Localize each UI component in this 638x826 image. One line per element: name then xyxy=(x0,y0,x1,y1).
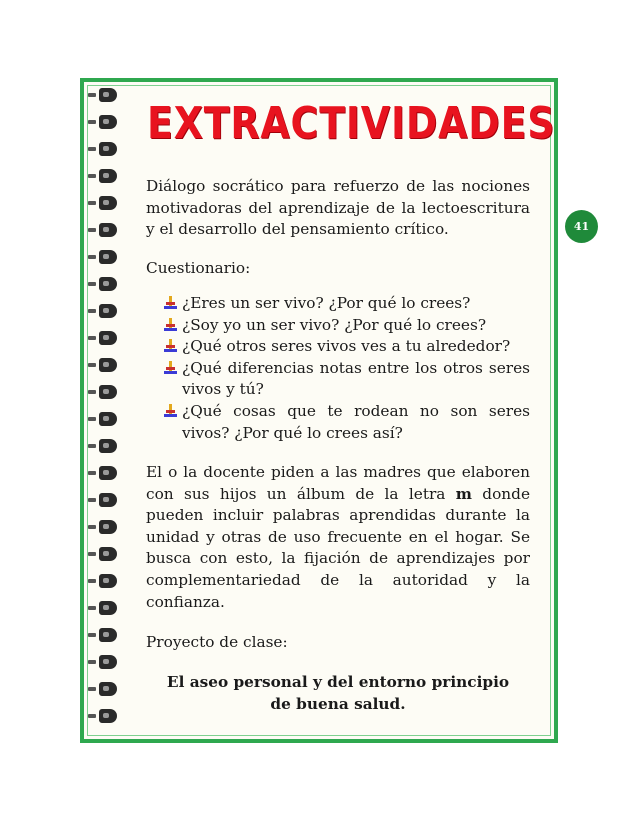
pin-bullet-icon xyxy=(164,361,177,375)
section-title: EXTRACTIVIDADES xyxy=(147,98,556,149)
pin-bullet-icon xyxy=(164,318,177,332)
question-text: ¿Soy yo un ser vivo? ¿Por qué lo crees? xyxy=(182,315,487,334)
pin-bullet-icon xyxy=(164,404,177,418)
question-list xyxy=(162,293,530,444)
spiral-ring-icon xyxy=(88,169,118,183)
pin-bullet-icon xyxy=(164,296,177,310)
spiral-ring-icon xyxy=(88,655,118,669)
spiral-ring-icon xyxy=(88,682,118,696)
spiral-ring-icon xyxy=(88,196,118,210)
list-item xyxy=(162,293,530,315)
spiral-ring-icon xyxy=(88,547,118,561)
spiral-ring-icon xyxy=(88,412,118,426)
spiral-ring-icon xyxy=(88,385,118,399)
spiral-ring-icon xyxy=(88,331,118,345)
instruction-paragraph xyxy=(146,462,530,613)
spiral-ring-icon xyxy=(88,250,118,264)
paragraph-text-before: El o la docente piden a las madres que elaboren con sus hijos un álbum de la letra xyxy=(146,463,530,503)
intro-paragraph: Diálogo socrático para refuerzo de las nociones motivadoras del aprendizaje de la lectoescritura y el desarrollo del pensamiento crítico. xyxy=(146,177,530,239)
spiral-ring-icon xyxy=(88,88,118,102)
spiral-ring-icon xyxy=(88,520,118,534)
spiral-ring-icon xyxy=(88,601,118,615)
spiral-ring-icon xyxy=(88,115,118,129)
question-text: ¿Qué cosas que te rodean no son seres vivos? ¿Por qué lo crees así? xyxy=(182,401,530,442)
paragraph-bold-letter: m xyxy=(455,484,472,503)
project-title xyxy=(146,672,530,715)
list-item xyxy=(162,315,530,337)
spiral-ring-icon xyxy=(88,466,118,480)
question-text: ¿Eres un ser vivo? ¿Por qué lo crees? xyxy=(182,294,471,312)
project-title-line-1: El aseo personal y del entorno principio xyxy=(166,673,510,691)
question-text: ¿Qué diferencias notas entre los otros seres vivos y tú? xyxy=(182,358,530,399)
spiral-ring-icon xyxy=(88,628,118,642)
project-title-line-2: de buena salud. xyxy=(270,694,406,713)
spiral-ring-icon xyxy=(88,304,118,318)
pin-bullet-icon xyxy=(164,339,177,353)
questionnaire-label: Cuestionario: xyxy=(146,259,251,277)
question-text: ¿Qué otros seres vivos ves a tu alrededor? xyxy=(182,337,511,356)
project-label: Proyecto de clase: xyxy=(146,633,288,651)
page-number-badge: 41 xyxy=(565,210,598,243)
spiral-ring-icon xyxy=(88,277,118,291)
list-item xyxy=(162,401,530,444)
spiral-ring-icon xyxy=(88,574,118,588)
list-item xyxy=(162,336,530,358)
spiral-ring-icon xyxy=(88,223,118,237)
spiral-ring-icon xyxy=(88,709,118,723)
spiral-ring-icon xyxy=(88,439,118,453)
spiral-ring-icon xyxy=(88,358,118,372)
spiral-ring-icon xyxy=(88,142,118,156)
spiral-ring-icon xyxy=(88,493,118,507)
paragraph-text-after: donde pueden incluir palabras aprendidas durante la unidad y otras de uso frecuente en el hogar. Se busca con esto, la fijación de aprendizajes por complementariedad de la autoridad y la confianza. xyxy=(146,484,530,611)
spiral-binding xyxy=(84,88,124,738)
list-item xyxy=(162,358,530,401)
